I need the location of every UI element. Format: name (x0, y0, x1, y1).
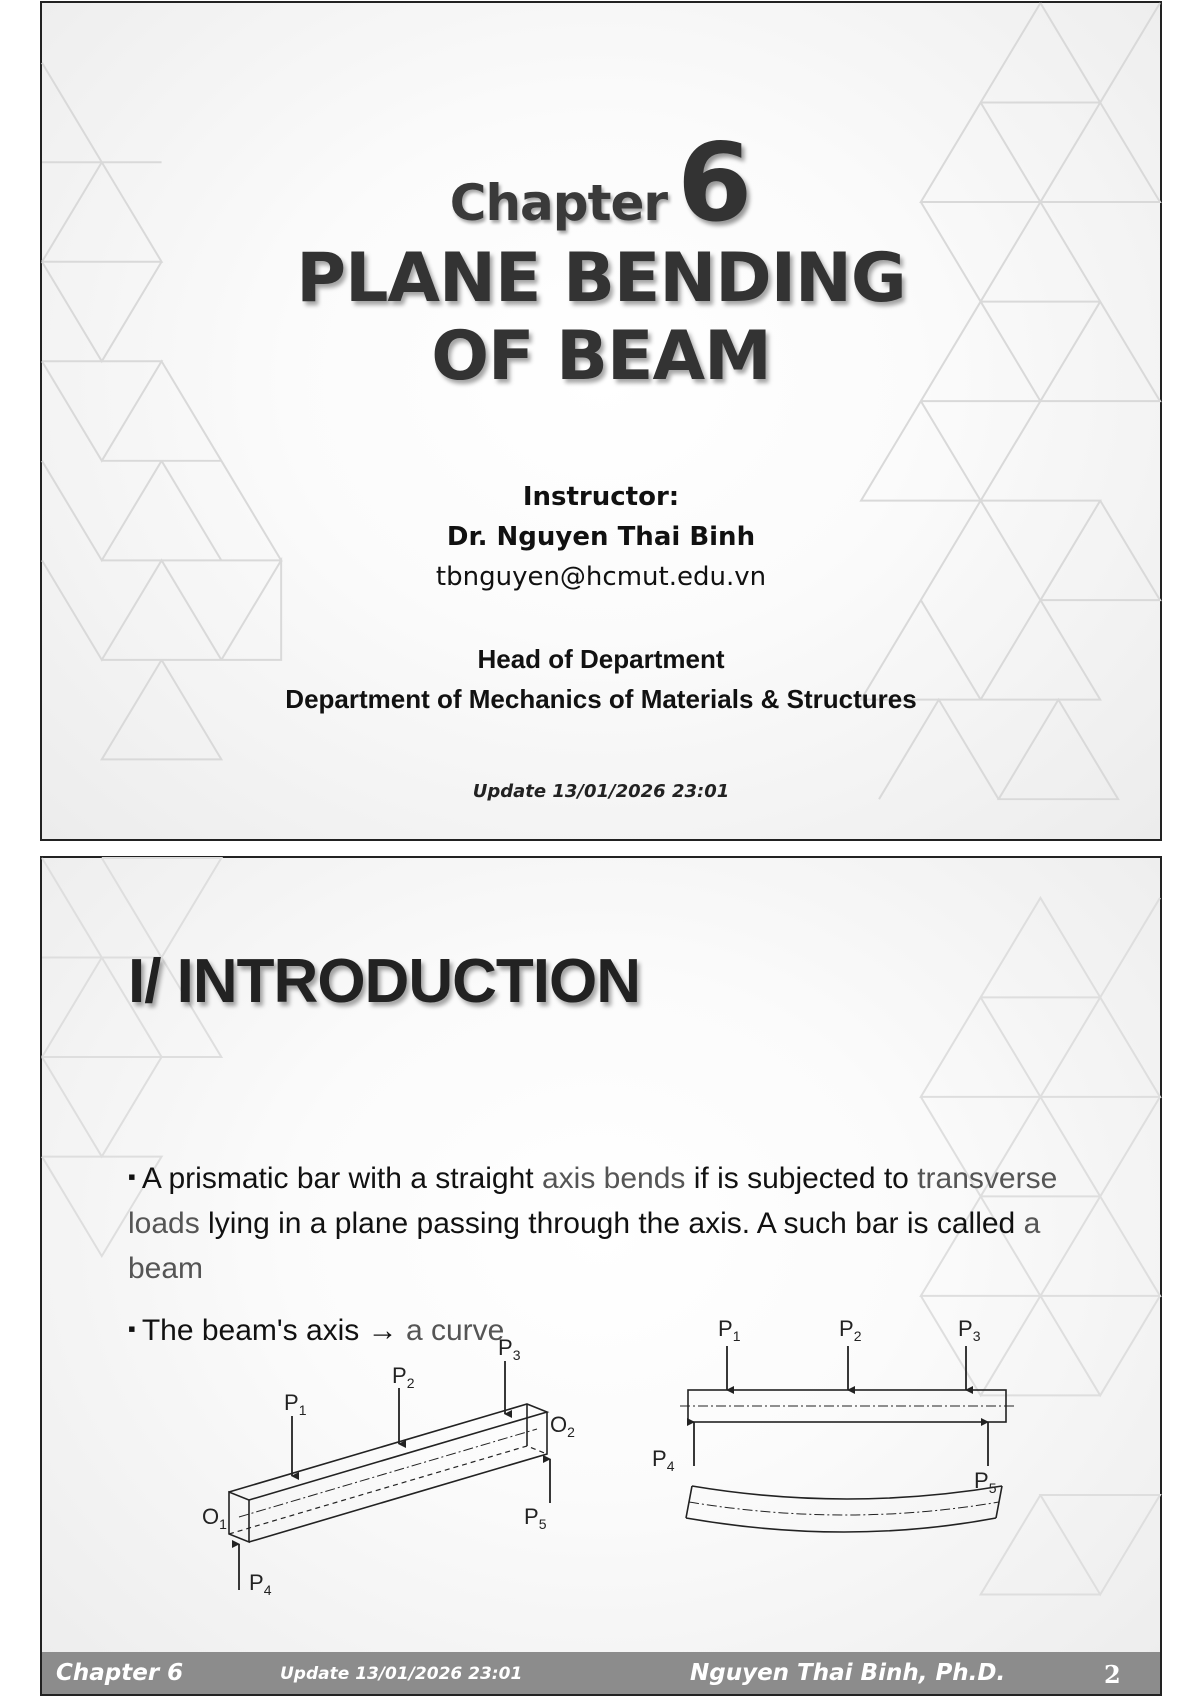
footer-author: Nguyen Thai Binh, Ph.D. (690, 1660, 1006, 1686)
label-p3: $P_3$ (498, 1335, 521, 1363)
instructor-label: Instructor: (522, 482, 680, 512)
term-axis-bends: axis bends (541, 1162, 686, 1195)
term-a-curve: a curve (405, 1314, 505, 1347)
label-o2: $O_2$ (550, 1412, 575, 1440)
department-name: Department of Mechanics of Materials & Structures (285, 684, 917, 714)
introduction-slide (40, 856, 1162, 1696)
update-timestamp: Update 13/01/2026 23:01 (472, 781, 730, 802)
bullet-text: lying in a plane passing through the axis. A such bar is called (199, 1207, 1024, 1240)
instructor-name: Dr. Nguyen Thai Binh (446, 522, 756, 552)
footer-chapter: Chapter 6 (56, 1660, 184, 1686)
label-p3: $P_3$ (958, 1316, 981, 1344)
term-transverse-loads: transverse loads (128, 1162, 1058, 1240)
chapter-number: 6 (677, 121, 753, 246)
bullet-text: if is subjected to (685, 1162, 918, 1195)
footer-update: Update 13/01/2026 23:01 (280, 1664, 523, 1684)
prismatic-beam-3d-diagram (142, 1328, 602, 1598)
bullet-item-beam-definition (128, 1154, 1088, 1291)
instructor-role: Head of Department (477, 644, 725, 674)
label-o1: $O_1$ (202, 1504, 227, 1532)
deformed-beam-axis (689, 1502, 999, 1515)
bullet-text: A prismatic bar with a straight (141, 1162, 542, 1195)
deformed-beam-bottom (686, 1518, 996, 1532)
section-title: I/ INTRODUCTION (128, 947, 640, 1016)
label-p1: $P_1$ (718, 1316, 741, 1344)
title-slide (40, 1, 1162, 841)
footer-page-number: 2 (1104, 1660, 1121, 1689)
label-p5: $P_5$ (524, 1504, 547, 1532)
slide-title-line-1: PLANE BENDING (296, 239, 906, 318)
slide-footer (42, 1652, 1160, 1694)
bullet-text: The beam's axis → (141, 1314, 406, 1347)
slide-title-line-2: OF BEAM (431, 317, 771, 396)
chapter-heading (42, 121, 1160, 246)
label-p1: $P_1$ (284, 1390, 307, 1418)
label-p5: $P_5$ (974, 1468, 997, 1496)
label-p2: $P_2$ (839, 1316, 862, 1344)
deformed-beam-top (692, 1486, 1002, 1499)
beam-axis (239, 1429, 537, 1517)
chapter-word: Chapter (449, 174, 668, 232)
beam-top-face (229, 1404, 547, 1500)
bullet-marker: ▪ (128, 1164, 136, 1189)
bullet-marker: ▪ (128, 1316, 136, 1341)
label-p2: $P_2$ (392, 1363, 415, 1391)
label-p4: $P_4$ (249, 1570, 272, 1598)
term-a-beam: a beam (128, 1207, 1041, 1285)
beam-bending-2d-diagram (652, 1306, 1052, 1546)
label-p4: $P_4$ (652, 1446, 675, 1474)
instructor-email[interactable]: tbnguyen@hcmut.edu.vn (435, 562, 767, 592)
